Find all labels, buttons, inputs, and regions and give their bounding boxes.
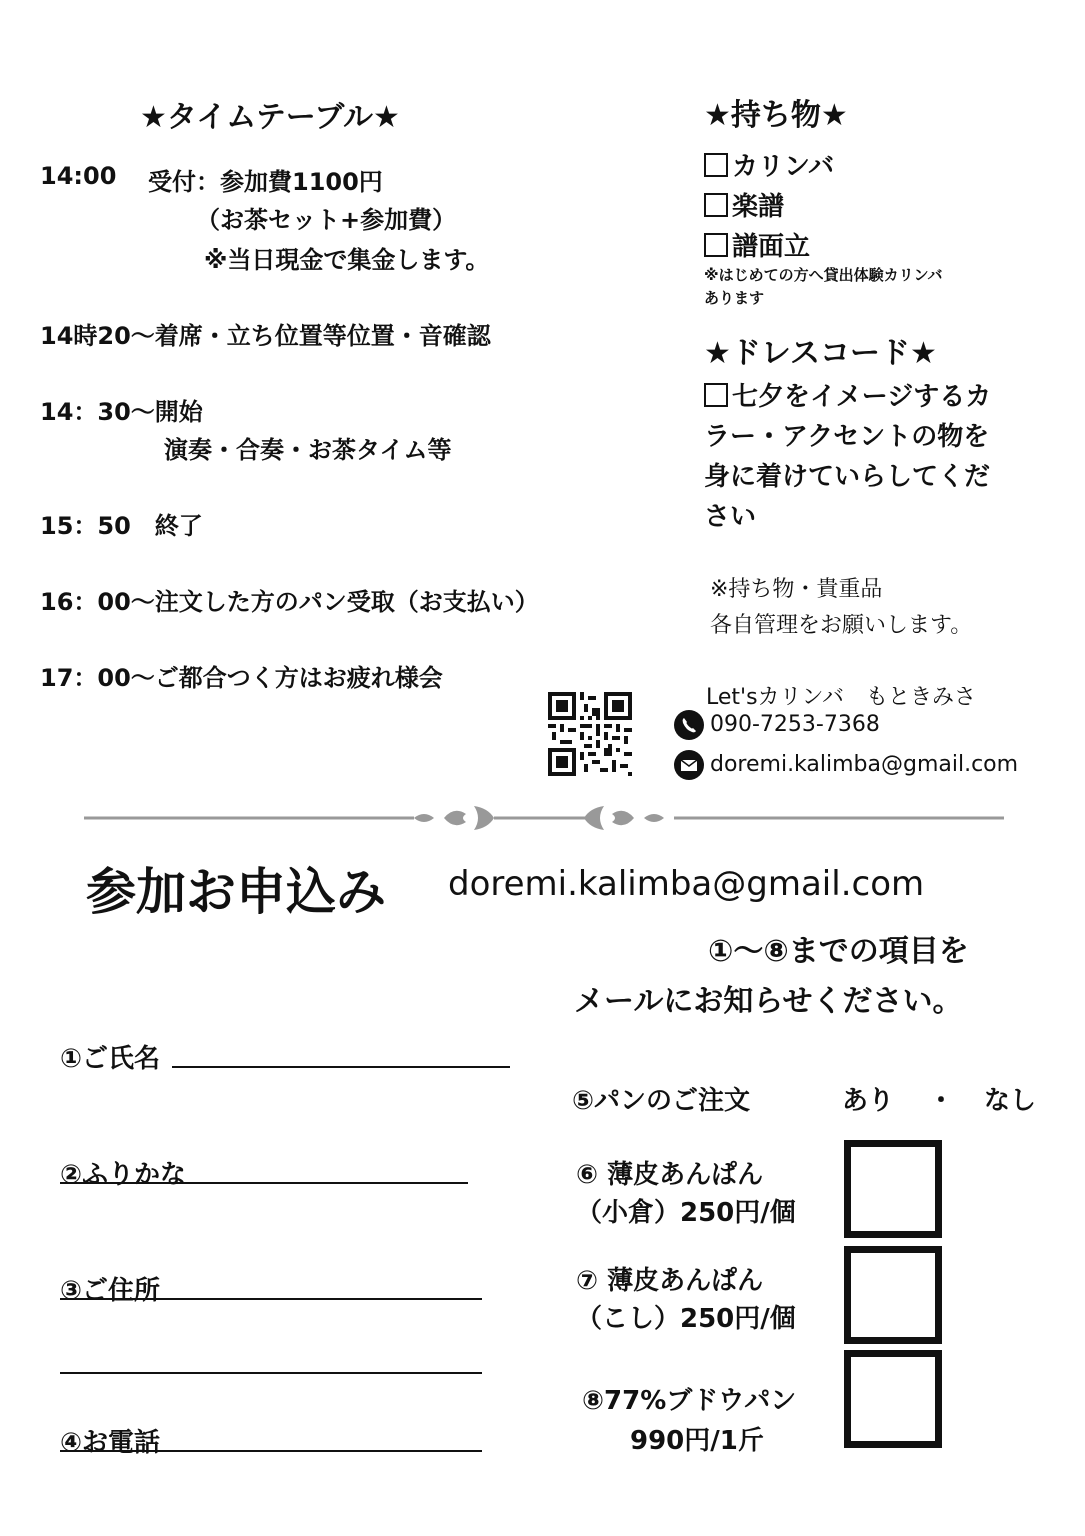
belongings-note1: ※はじめての方へ貸出体験カリンバ <box>704 266 943 284</box>
form-address-line-1[interactable] <box>60 1298 482 1300</box>
timetable-r6: 17：00～ご都合つく方はお疲れ様会 <box>40 664 443 692</box>
ornamental-divider <box>84 802 1004 834</box>
belongings-item-stand: 譜面立 <box>704 226 810 263</box>
item6-line1: ⑥ 薄皮あんぱん <box>576 1160 764 1190</box>
dresscode-line1: 七夕をイメージするカ <box>704 376 991 413</box>
belongings-item-kalimba: カリンバ <box>704 146 834 183</box>
form-furigana-line[interactable] <box>60 1182 468 1184</box>
timetable-r1-sub2: ※当日現金で集金します。 <box>204 246 490 274</box>
item6-line2: （小倉）250円/個 <box>576 1198 796 1228</box>
timetable-r2: 14時20～着席・立ち位置等位置・音確認 <box>40 322 491 350</box>
dresscode-line2: ラー・アクセントの物を <box>704 422 990 452</box>
item8-line2: 990円/1斤 <box>630 1426 764 1456</box>
contact-email: doremi.kalimba@gmail.com <box>710 752 1019 777</box>
dresscode-line4: さい <box>704 502 757 532</box>
belongings-item-score: 楽譜 <box>704 186 784 223</box>
item8-quantity-box[interactable] <box>844 1350 942 1448</box>
item7-line2: （こし）250円/個 <box>576 1304 796 1334</box>
belongings-note2: あります <box>704 289 765 307</box>
notice-line2: 各自管理をお願いします。 <box>710 613 973 638</box>
order-no[interactable]: なし <box>984 1086 1037 1116</box>
order-yes[interactable]: あり <box>842 1086 895 1116</box>
form-furigana-label: ②ふりかな <box>60 1160 187 1190</box>
apply-instruction-2: メールにお知らせください。 <box>574 984 963 1019</box>
apply-email: doremi.kalimba@gmail.com <box>448 864 925 904</box>
phone-icon <box>674 710 704 740</box>
timetable-r3-sub: 演奏・合奏・お茶タイム等 <box>164 436 452 464</box>
form-name-line[interactable] <box>172 1066 510 1068</box>
mail-icon <box>674 750 704 780</box>
form-address-line-2[interactable] <box>60 1372 482 1374</box>
apply-title: 参加お申込み <box>86 863 386 921</box>
belongings-title: ★持ち物★ <box>704 98 848 133</box>
order-label: ⑤パンのご注文 <box>572 1086 751 1116</box>
timetable-r1-sub1: （お茶セット+参加費） <box>196 206 457 234</box>
dresscode-title: ★ドレスコード★ <box>704 336 937 371</box>
form-phone-label: ④お電話 <box>60 1428 161 1458</box>
item7-quantity-box[interactable] <box>844 1246 942 1344</box>
form-address-label: ③ご住所 <box>60 1276 161 1306</box>
item7-line1: ⑦ 薄皮あんぱん <box>576 1266 764 1296</box>
item6-quantity-box[interactable] <box>844 1140 942 1238</box>
qr-code-icon <box>548 692 632 776</box>
form-phone-line[interactable] <box>60 1450 482 1452</box>
order-dot: ・ <box>928 1086 955 1116</box>
timetable-r1-text: 受付：参加費1100円 <box>148 168 383 196</box>
item8-line1: ⑧77%ブドウパン <box>582 1386 797 1416</box>
timetable-r5: 16：00～注文した方のパン受取（お支払い） <box>40 588 539 616</box>
form-name-label: ①ご氏名 <box>60 1044 161 1074</box>
timetable-title: ★タイムテーブル★ <box>140 100 400 135</box>
apply-instruction-1: ①～⑧までの項目を <box>708 934 969 969</box>
dresscode-line3: 身に着けていらしてくだ <box>704 462 991 492</box>
notice-line1: ※持ち物・貴重品 <box>710 577 883 602</box>
timetable-r3: 14：30～開始 <box>40 398 203 426</box>
contact-name: Let'sカリンバ もときみさ <box>706 685 977 710</box>
timetable-r4: 15：50 終了 <box>40 512 203 540</box>
contact-phone: 090-7253-7368 <box>710 712 880 737</box>
timetable-r1-time: 14:00 <box>40 162 117 190</box>
